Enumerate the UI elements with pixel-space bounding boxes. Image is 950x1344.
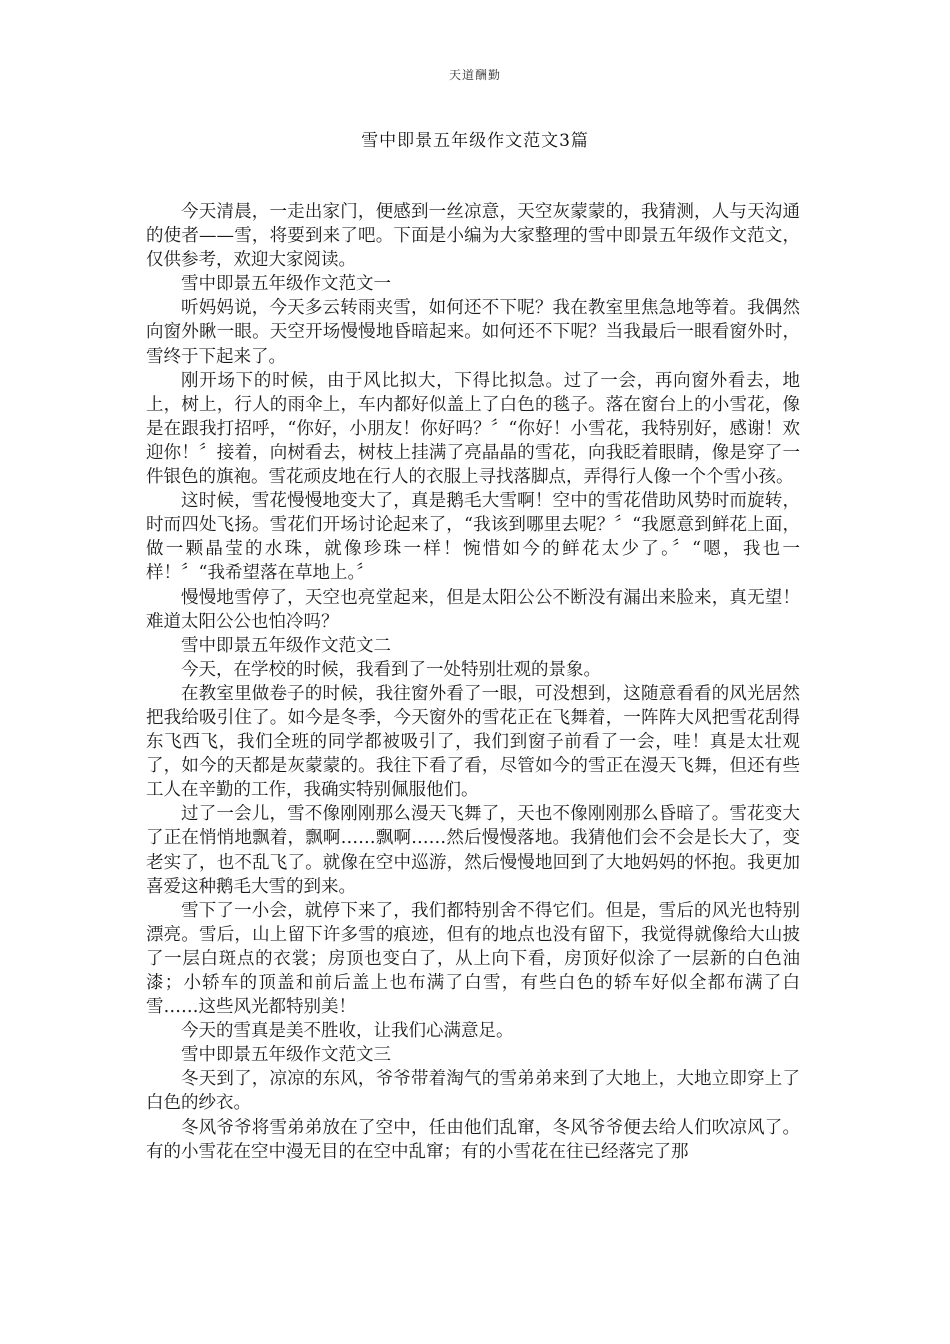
body-paragraph: 冬风爷爷将雪弟弟放在了空中，任由他们乱窜，冬风爷爷便去给人们吹凉风了。有的小雪花在空中漫无目的在空中乱窜；有的小雪花在往已经落完了那 (146, 1117, 800, 1162)
body-paragraph: 过了一会儿，雪不像刚刚那么漫天飞舞了，天也不像刚刚那么昏暗了。雪花变大了正在悄悄地飘着，飘啊……飘啊……然后慢慢落地。我猜他们会不会是长大了，变老实了，也不乱飞了。就像在空中巡游，然后慢慢地回到了大地妈妈的怀抱。我更加喜爱这种鹅毛大雪的到来。 (146, 804, 800, 897)
body-paragraph: 慢慢地雪停了，天空也亮堂起来，但是太阳公公不断没有漏出来脸来，真无望！难道太阳公公也怕冷吗？ (146, 587, 800, 632)
body-paragraph: 这时候，雪花慢慢地变大了，真是鹅毛大雪啊！空中的雪花借助风势时而旋转，时而四处飞扬。雪花们开场讨论起来了，“我该到哪里去呢？〞“我愿意到鲜花上面，做一颗晶莹的水珠，就像珍珠一样！惋惜如今的鲜花太少了。〞“嗯，我也一样！〞“我希望落在草地上。〞 (146, 491, 800, 584)
page-header: 天道酬勤 (448, 68, 501, 82)
body-paragraph: 今天的雪真是美不胜收，让我们心满意足。 (181, 1021, 514, 1042)
section-heading-2: 雪中即景五年级作文范文二 (181, 635, 391, 656)
document-title: 雪中即景五年级作文范文3篇 (361, 131, 589, 151)
intro-paragraph: 今天清晨，一走出家门，便感到一丝凉意，天空灰蒙蒙的，我猜测，人与天沟通的使者——雪，将要到来了吧。下面是小编为大家整理的雪中即景五年级作文范文，仅供参考，欢迎大家阅读。 (146, 202, 800, 271)
section-heading-3: 雪中即景五年级作文范文三 (181, 1045, 391, 1066)
section-heading-1: 雪中即景五年级作文范文一 (181, 274, 391, 295)
body-paragraph: 在教室里做卷子的时候，我往窗外看了一眼，可没想到，这随意看看的风光居然把我给吸引住了。如今是冬季，今天窗外的雪花正在飞舞着，一阵阵大风把雪花刮得东飞西飞，我们全班的同学都被吸引了，我们到窗子前看了一会，哇！真是太壮观了，如今的天都是灰蒙蒙的。我往下看了看，尽管如今的雪正在漫天飞舞，但还有些工人在辛勤的工作，我确实特别佩服他们。 (146, 683, 800, 801)
body-paragraph: 听妈妈说，今天多云转雨夹雪，如何还不下呢？我在教室里焦急地等着。我偶然向窗外瞅一眼。天空开场慢慢地昏暗起来。如何还不下呢？当我最后一眼看窗外时，雪终于下起来了。 (146, 298, 800, 367)
body-paragraph: 冬天到了，凉凉的东风，爷爷带着淘气的雪弟弟来到了大地上，大地立即穿上了白色的纱衣。 (146, 1069, 800, 1114)
body-paragraph: 今天，在学校的时候，我看到了一处特别壮观的景象。 (181, 659, 601, 680)
body-paragraph: 雪下了一小会，就停下来了，我们都特别舍不得它们。但是，雪后的风光也特别漂亮。雪后，山上留下许多雪的痕迹，但有的地点也没有留下，我觉得就像给大山披了一层白斑点的衣裳；房顶也变白了，从上向下看，房顶好似涂了一层新的白色油漆；小轿车的顶盖和前后盖上也布满了白雪，有些白色的轿车好似全都布满了白雪……这些风光都特别美！ (146, 900, 800, 1018)
body-paragraph: 刚开场下的时候，由于风比拟大，下得比拟急。过了一会，再向窗外看去，地上，树上，行人的雨伞上，车内都好似盖上了白色的毯子。落在窗台上的小雪花，像是在跟我打招呼，“你好，小朋友！你好吗？〞“你好！小雪花，我特别好，感谢！欢迎你！〞接着，向树看去，树枝上挂满了亮晶晶的雪花，向我眨着眼睛，像是穿了一件银色的旗袍。雪花顽皮地在行人的衣服上寻找落脚点，弄得行人像一个个雪小孩。 (146, 370, 800, 488)
document-body (146, 200, 800, 1164)
